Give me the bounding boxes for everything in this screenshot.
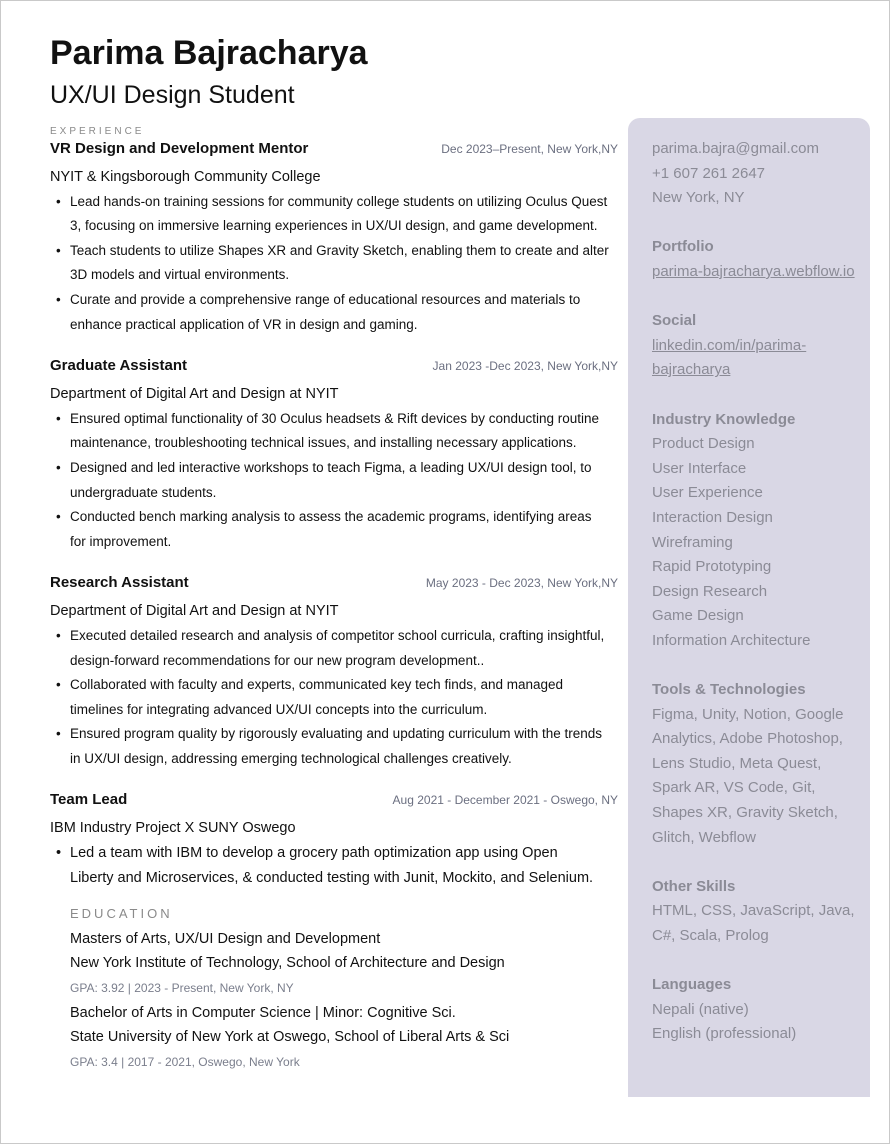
- job-bullet: • Ensured optimal functionality of 30 Oculus headsets & Rift devices by conducting routine maintenance, troubleshooting technical issues, and installing necessary applications.: [70, 407, 618, 456]
- education-school: New York Institute of Technology, School of Architecture and Design: [70, 955, 505, 972]
- languages-heading: Languages: [652, 976, 732, 994]
- job-bullet: • Conducted bench marking analysis to assess the academic programs, identifying areas for improvement.: [70, 505, 618, 554]
- job-dates: Jan 2023 -Dec 2023, New York,NY: [432, 359, 618, 374]
- job-organization: NYIT & Kingsborough Community College: [50, 169, 321, 185]
- education-label: EDUCATION: [70, 906, 173, 922]
- job-bullet: • Led a team with IBM to develop a grocery path optimization app using Open Liberty and Microservices, & conducted testing with Junit, Mockito, and Selenium.: [70, 841, 618, 890]
- industry-item: Interaction Design: [652, 508, 773, 526]
- sidebar: [628, 118, 870, 1097]
- job-bullet: • Ensured program quality by rigorously evaluating and updating curriculum with the trends in UX/UI design, addressing emerging technological challenges creatively.: [70, 722, 618, 771]
- industry-item: Information Architecture: [652, 631, 811, 649]
- tools-line: Glitch, Webflow: [652, 828, 756, 846]
- tools-line: Analytics, Adobe Photoshop,: [652, 730, 843, 748]
- education-school: State University of New York at Oswego, School of Liberal Arts & Sci: [70, 1029, 510, 1046]
- portfolio-link[interactable]: parima-bajracharya.webflow.io: [652, 262, 855, 280]
- job-bullet: • Lead hands-on training sessions for community college students on utilizing Oculus Quest 3, focusing on immersive learning experiences in UX/UI design, and game development.: [70, 190, 618, 239]
- other-skills-line: HTML, CSS, JavaScript, Java,: [652, 902, 855, 920]
- job-bullet: • Curate and provide a comprehensive range of educational resources and materials to enhance practical application of VR in design and gaming.: [70, 288, 618, 337]
- social-heading: Social: [652, 312, 697, 330]
- education-degree: Bachelor of Arts in Computer Science | Minor: Cognitive Sci.: [70, 1004, 456, 1021]
- main-column: [50, 126, 618, 1074]
- job-title: Graduate Assistant: [50, 357, 187, 375]
- job-organization: Department of Digital Art and Design at NYIT: [50, 603, 339, 620]
- contact-email[interactable]: parima.bajra@gmail.com: [652, 140, 819, 157]
- industry-item: User Interface: [652, 459, 747, 477]
- other-skills-line: C#, Scala, Prolog: [652, 927, 769, 944]
- education-meta: GPA: 3.92 | 2023 - Present, New York, NY: [70, 981, 294, 996]
- education-meta: GPA: 3.4 | 2017 - 2021, Oswego, New York: [70, 1054, 300, 1069]
- tools-line: Lens Studio, Meta Quest,: [652, 754, 822, 772]
- job-bullet: • Designed and led interactive workshops to teach Figma, a leading UX/UI design tool, to undergraduate students.: [70, 456, 618, 505]
- industry-item: Rapid Prototyping: [652, 558, 772, 576]
- tools-heading: Tools & Technologies: [652, 681, 806, 699]
- tools-line: Figma, Unity, Notion, Google: [652, 705, 844, 723]
- job-bullet: • Teach students to utilize Shapes XR and Gravity Sketch, enabling them to create and alter 3D models and virtual environments.: [70, 239, 618, 288]
- job-dates: Aug 2021 - December 2021 - Oswego, NY: [392, 793, 618, 808]
- job-bullet: • Executed detailed research and analysis of competitor school curricula, crafting insightful, design-forward recommendations for our new program development..: [70, 624, 618, 673]
- industry-item: Game Design: [652, 607, 744, 625]
- tools-line: Spark AR, VS Code, Git,: [652, 779, 816, 797]
- job-entry: [50, 791, 618, 890]
- experience-label: EXPERIENCE: [50, 126, 145, 137]
- job-entry: [50, 574, 618, 771]
- candidate-name: Parima Bajracharya: [50, 34, 368, 72]
- job-organization: Department of Digital Art and Design at NYIT: [50, 386, 339, 403]
- linkedin-link[interactable]: linkedin.com/in/parima- bajracharya: [652, 336, 807, 379]
- industry-heading: Industry Knowledge: [652, 410, 796, 428]
- other-skills-heading: Other Skills: [652, 877, 736, 895]
- tools-line: Shapes XR, Gravity Sketch,: [652, 804, 838, 822]
- job-organization: IBM Industry Project X SUNY Oswego: [50, 820, 296, 837]
- job-entry: [50, 357, 618, 554]
- job-title: Research Assistant: [50, 574, 189, 592]
- contact-location: New York, NY: [652, 189, 745, 207]
- job-entry: [50, 140, 618, 337]
- candidate-title: UX/UI Design Student: [50, 81, 295, 109]
- industry-item: User Experience: [652, 484, 763, 502]
- education-section: [50, 902, 618, 1074]
- industry-item: Design Research: [652, 582, 768, 600]
- portfolio-heading: Portfolio: [652, 238, 714, 256]
- job-bullet: • Collaborated with faculty and experts, communicated key tech finds, and managed timelines for integrating advanced UX/UI concepts into the curriculum.: [70, 673, 618, 722]
- industry-item: Product Design: [652, 435, 755, 453]
- language-item: Nepali (native): [652, 1000, 749, 1018]
- language-item: English (professional): [652, 1025, 797, 1043]
- job-title: VR Design and Development Mentor: [50, 140, 309, 157]
- job-dates: Dec 2023–Present, New York,NY: [441, 142, 618, 156]
- education-degree: Masters of Arts, UX/UI Design and Development: [70, 930, 381, 947]
- contact-phone: +1 607 261 2647: [652, 164, 766, 182]
- job-dates: May 2023 - Dec 2023, New York,NY: [425, 576, 618, 591]
- industry-item: Wireframing: [652, 533, 733, 551]
- job-title: Team Lead: [50, 791, 128, 809]
